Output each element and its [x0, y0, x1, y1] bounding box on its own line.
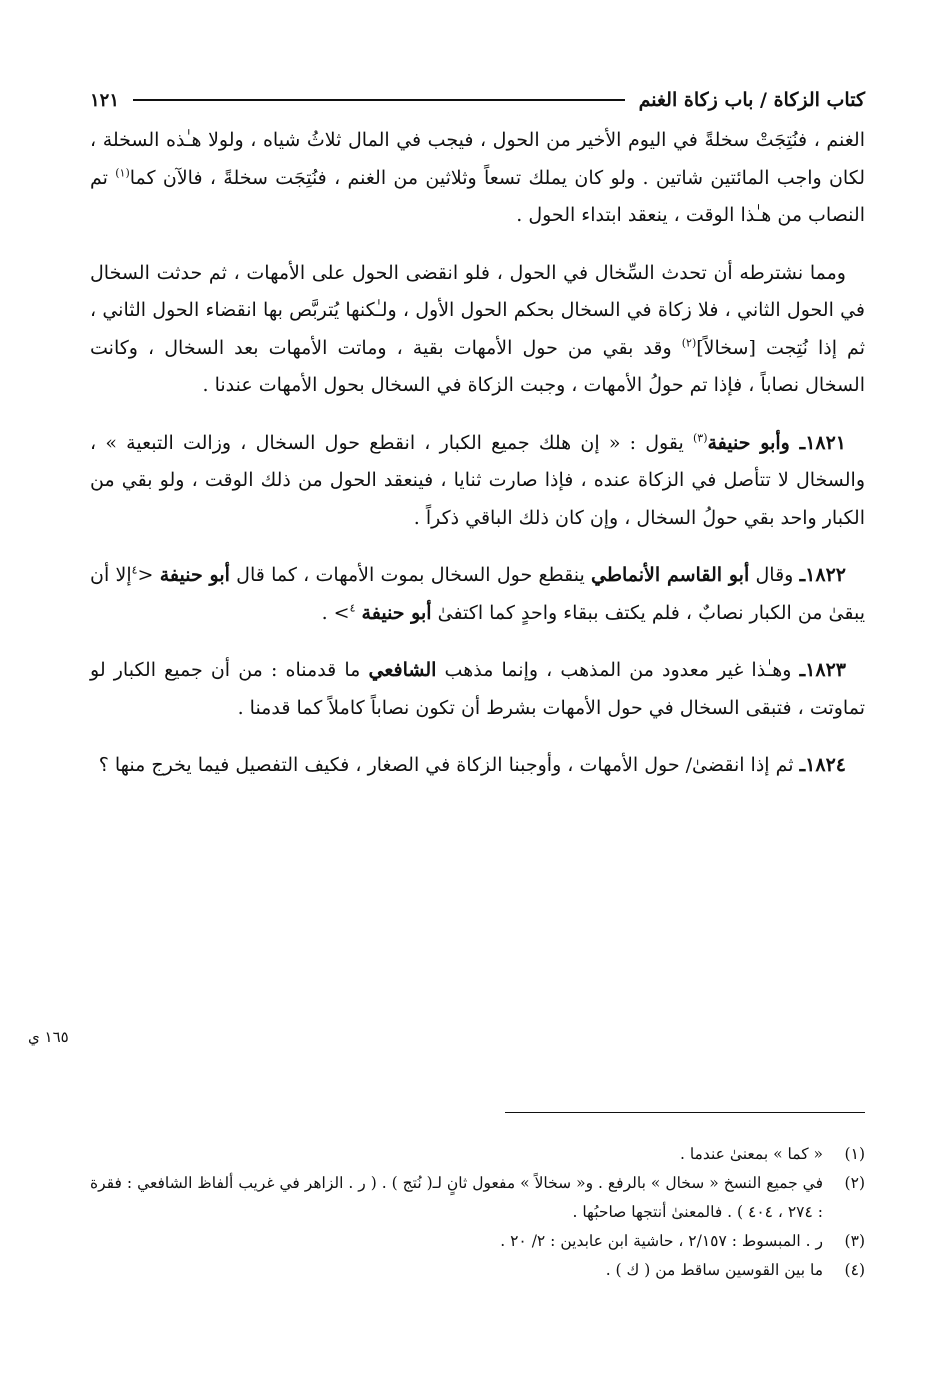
- footnote-number: (٣): [844, 1232, 865, 1250]
- paragraph-number: ١٨٢٤ـ: [799, 754, 846, 776]
- footnote-ref-4b: ٤: [349, 601, 356, 615]
- footnote-text: ر . المبسوط : ٢/١٥٧ ، حاشية ابن عابدين : ٢/ ٢٠ .: [500, 1232, 823, 1250]
- para2-text-b: وقد بقي من حول الأمهات بقية ، وماتت الأمهات بعد السخال ، وكانت السخال نصاباً ، فإذا تم حولُ الأمهات ، وجبت الزكاة في السخال بحول الأمهات عندنا .: [90, 336, 865, 396]
- para1822-text-b: ينقطع حول السخال بموت الأمهات ، كما قال: [229, 564, 592, 586]
- paragraph-1824: [90, 747, 865, 785]
- page-number: ١٢١: [90, 89, 120, 111]
- footnote-number: (١): [844, 1145, 865, 1163]
- para2-text-a: ومما نشترطه أن تحدث السِّخال في الحول ، فلو انقضى الحول على الأمهات ، ثم حدثت السخال في الحول الثاني ، فلا زكاة في السخال بحكم الحول الأول ، ولـٰكنها يُتربَّص بها انقضاء الحول الثاني ، ثم إذا نُتِجت [سخالاً]: [90, 261, 865, 359]
- bracket-open: <: [137, 564, 160, 586]
- footnote-number: (٢): [844, 1174, 865, 1192]
- person-name: أبو حنيفة: [159, 564, 230, 586]
- footnote-ref-4: ٤: [131, 563, 138, 577]
- paragraph-number: ١٨٢٢ـ: [799, 564, 846, 586]
- footnotes: [90, 1140, 865, 1285]
- page-header: [90, 78, 865, 122]
- paragraph-2: [90, 255, 865, 405]
- person-name: أبو حنيفة: [361, 601, 432, 624]
- paragraph-1822: [90, 557, 865, 632]
- person-name: وأبو حنيفة: [707, 431, 800, 454]
- person-name: أبو القاسم الأنماطي: [591, 564, 750, 586]
- paragraph-number: ١٨٢٣ـ: [799, 659, 846, 681]
- para1823-text-a: وهـٰذا غير معدود من المذهب ، وإنما مذهب: [436, 659, 800, 681]
- para1822-text-a: وقال: [749, 564, 800, 586]
- paragraph-1821: [90, 425, 865, 538]
- paragraph-number: ١٨٢١ـ: [799, 431, 847, 454]
- footnote: [90, 1227, 865, 1256]
- running-title: كتاب الزكاة / باب زكاة الغنم: [638, 89, 865, 111]
- para1823-text-b: ما قدمناه : من أن جميع الكبار لو تماوتت ، فتبقى السخال في حول الأمهات بشرط أن تكون نصاباً كاملاً كما قدمنا .: [90, 659, 865, 719]
- paragraph-1823: [90, 652, 865, 727]
- intro-text-end: تم النصاب من هـٰذا الوقت ، ينعقد ابتداء الحول .: [90, 166, 865, 226]
- para1822-text-c: إلا أن يبقىٰ من الكبار نصابٌ ، فلم يكتف ببقاء واحدٍ كما اكتفىٰ: [90, 564, 865, 624]
- paragraph-intro: [90, 122, 865, 235]
- footnote-number: (٤): [844, 1261, 865, 1279]
- footnote: [90, 1140, 865, 1169]
- footnote: [90, 1169, 865, 1227]
- footnote-rule: [505, 1112, 865, 1113]
- para1821-text: يقول : « إن هلك جميع الكبار ، انقطع حول السخال ، وزالت التبعية » ، والسخال لا تتأصل في الزكاة عنده ، فإذا صارت ثنايا ، فينعقد الحول من ذلك الوقت ، ولو بقي من الكبار واحد بقي حولُ السخال ، وإن كان ذلك الباقي ذكراً .: [90, 431, 865, 529]
- footnote-text: ما بين القوسين ساقط من ( ك ) .: [605, 1261, 823, 1279]
- page-body: [90, 78, 865, 785]
- footnote-text: في جميع النسخ « سخال » بالرفع . و« سخالاً » مفعول ثانٍ لـ( نُتج ) . ( ر . الزاهر في غريب ألفاظ الشافعي : فقرة : ٢٧٤ ، ٤٠٤ ) . فالمعنىٰ أنتجها صاحبُها .: [90, 1174, 823, 1221]
- para1824-text: ثم إذا انقضىٰ/ حول الأمهات ، وأوجبنا الزكاة في الصغار ، فكيف التفصيل فيما يخرج منها ؟: [98, 754, 800, 776]
- footnote-text: « كما » بمعنىٰ عندما .: [679, 1145, 823, 1163]
- footnote-ref-3: (٣): [692, 431, 708, 445]
- header-rule: [133, 99, 625, 101]
- intro-text: الغنم ، فنُتِجَتْ سخلةً في اليوم الأخير من الحول ، فيجب في المال ثلاثُ شياه ، ولولا هـٰذه السخلة ، لكان واجب المائتين شاتين . ولو كان يملك تسعاً وثلاثين من الغنم ، فنُتِجَت سخلةً ، فالآن كما: [90, 129, 865, 189]
- person-name: الشافعي: [368, 659, 437, 681]
- footnote: [90, 1256, 865, 1285]
- footnote-ref-2: (٢): [681, 336, 697, 350]
- para1822-text-d: > .: [321, 601, 350, 624]
- margin-note: ١٦٥ ي: [28, 1028, 69, 1046]
- footnote-ref-1: (١): [115, 166, 130, 180]
